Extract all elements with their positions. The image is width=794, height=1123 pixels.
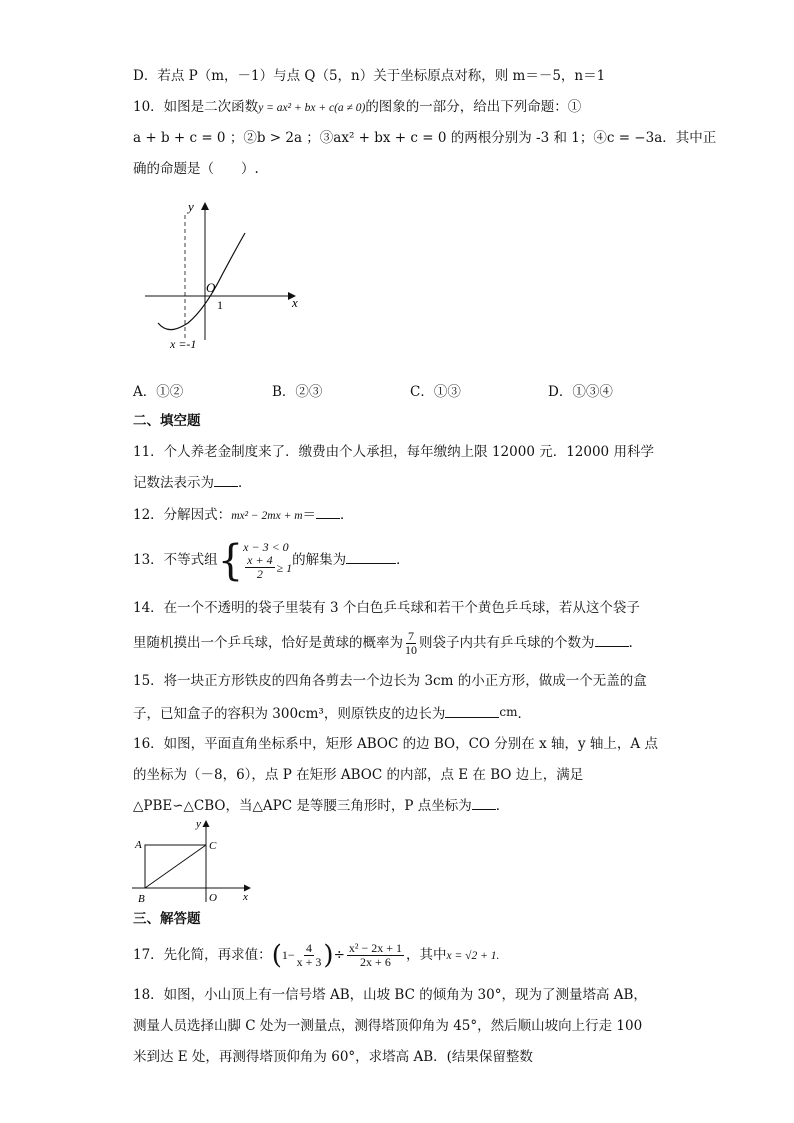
q17-divide: ÷ — [333, 947, 345, 963]
q15-end: ． — [517, 706, 531, 722]
q17-prefix: 17．先化简，再求值： — [133, 947, 272, 963]
q13-line — [133, 532, 410, 588]
q13-row2-denominator: 2 — [256, 567, 263, 581]
section-3-title: 三、解答题 — [133, 911, 201, 927]
q14-answer-blank — [595, 646, 629, 647]
x-axis-label: x — [292, 295, 298, 310]
q16-line2: 的坐标为（－8，6），点 P 在矩形 ABOC 的内部，点 E 在 BO 边上，满足 — [133, 767, 584, 783]
diagonal-bc — [145, 845, 206, 888]
q14-fraction-denominator: 10 — [405, 643, 417, 657]
q9-option-d: D．若点 P（m，－1）与点 Q（5，n）关于坐标原点对称，则 m＝－5，n＝1 — [133, 68, 606, 84]
q13-inequality-system — [217, 536, 293, 585]
q17-fraction2-denominator: 2x + 6 — [360, 955, 391, 969]
origin-label: O — [206, 280, 216, 295]
q17-suffix: ，其中 — [406, 947, 447, 963]
q10-function: y = ax² + bx + c(a ≠ 0) — [258, 102, 366, 114]
q13-row2-rest: ≥ 1 — [276, 560, 293, 575]
q16-answer-blank — [472, 809, 496, 810]
q18-line1: 18．如图，小山顶上有一信号塔 AB，山坡 BC 的倾角为 30°，现为了测量塔高 AB， — [133, 987, 647, 1003]
q12-end: ． — [340, 507, 354, 523]
q10-option-b: B．②③ — [272, 384, 323, 400]
q15-line2 — [133, 702, 531, 724]
q17-one-minus: 1− — [281, 948, 295, 962]
tick-one-label: 1 — [217, 298, 223, 312]
q12-equals: ＝ — [302, 507, 317, 523]
q18-line2: 测量人员选择山脚 C 处为一测量点，测得塔顶仰角为 45°，然后顺山坡向上行走 100 — [133, 1018, 643, 1034]
q10-suffix: 的图象的一部分，给出下列命题：① — [365, 99, 582, 115]
q13-brace: { — [217, 536, 244, 585]
q12-prefix: 12．分解因式： — [133, 507, 232, 523]
q12-answer-blank — [316, 518, 340, 519]
q10-line2: a + b + c = 0 ；②b > 2a ；③ax² + bx + c = 0 的两根分别为 -3 和 1；④c = −3a．其中正 — [133, 130, 717, 146]
q17-fraction1-denominator: x + 3 — [296, 955, 322, 969]
q16-end: ． — [495, 798, 510, 814]
y-axis-label: y — [196, 818, 201, 830]
q10-line3: 确的命题是（ ）. — [133, 161, 259, 177]
q17-fraction1-numerator: 4 — [306, 941, 313, 955]
q10-option-d: D．①③④ — [548, 384, 613, 400]
q10-option-c: C．①③ — [410, 384, 461, 400]
q17-fraction2-numerator: x² − 2x + 1 — [348, 941, 403, 955]
q13-prefix: 13．不等式组 — [133, 552, 218, 568]
origin-label: O — [209, 892, 217, 904]
q14-end: . — [628, 635, 633, 651]
point-c-label: C — [209, 840, 217, 852]
q12-expression: mx² − 2mx + m — [231, 510, 303, 522]
q14-line2 — [133, 626, 633, 660]
q15-line2-prefix: 子，已知盒子的容积为 300cm³，则原铁皮的边长为 — [133, 706, 446, 722]
q11-answer-blank — [214, 486, 238, 487]
q15-answer-blank — [445, 717, 499, 718]
section-2-title: 二、填空题 — [133, 413, 201, 429]
q13-row2-numerator: x + 4 — [247, 553, 273, 567]
q17-value: x = √2 + 1. — [446, 950, 500, 962]
q13-end: ． — [396, 552, 410, 568]
q17-left-paren: ( — [271, 940, 282, 971]
q13-answer-blank — [346, 563, 396, 564]
q14-line1: 14．在一个不透明的袋子里装有 3 个白色乒乓球和若干个黄色乒乓球，若从这个袋子 — [133, 600, 640, 616]
q18-line3: 米到达 E 处，再测得塔顶仰角为 60°，求塔高 AB．(结果保留整数 — [133, 1049, 533, 1065]
q14-line2-suffix: 则袋子内共有乒乓球的个数为 — [419, 635, 595, 651]
q11-line2-text: 记数法表示为 — [133, 475, 214, 491]
q17-right-paren: ) — [323, 940, 334, 971]
point-b-label: B — [138, 893, 145, 905]
y-axis-label: y — [188, 199, 194, 214]
q10-line1 — [133, 97, 581, 118]
q14-line2-prefix: 里随机摸出一个乒乓球，恰好是黄球的概率为 — [133, 635, 403, 651]
rectangle-figure — [130, 818, 255, 908]
q17-line — [133, 934, 499, 977]
q15-line1: 15．将一块正方形铁皮的四角各剪去一个边长为 3cm 的小正方形，做成一个无盖的盒 — [133, 673, 647, 689]
x-axis-label: x — [243, 891, 248, 903]
q15-unit: cm — [499, 705, 518, 719]
symmetry-axis-label: x =-1 — [170, 337, 197, 351]
q16-line1: 16．如图，平面直角坐标系中，矩形 ABOC 的边 BO，CO 分别在 x 轴，y 轴上，A 点 — [133, 736, 658, 752]
q11-line2-end: ． — [238, 475, 252, 491]
q14-fraction-numerator: 7 — [408, 629, 414, 643]
parabola-figure — [140, 195, 310, 355]
q10-option-a: A．①② — [133, 384, 184, 400]
q13-suffix: 的解集为 — [292, 552, 347, 568]
q12-line — [133, 505, 354, 526]
parabola-curve — [158, 233, 245, 330]
q16-line3 — [133, 796, 509, 816]
q10-prefix: 10．如图是二次函数 — [133, 99, 259, 115]
q13-row1: x − 3 < 0 — [243, 540, 289, 554]
q11-line1: 11．个人养老金制度来了．缴费由个人承担，每年缴纳上限 12000 元．12000 用科学 — [133, 444, 654, 460]
point-a-label: A — [135, 839, 142, 851]
q16-line3-prefix: △PBE∽△CBO，当△APC 是等腰三角形时，P 点坐标为 — [133, 798, 472, 814]
q11-line2 — [133, 473, 252, 493]
